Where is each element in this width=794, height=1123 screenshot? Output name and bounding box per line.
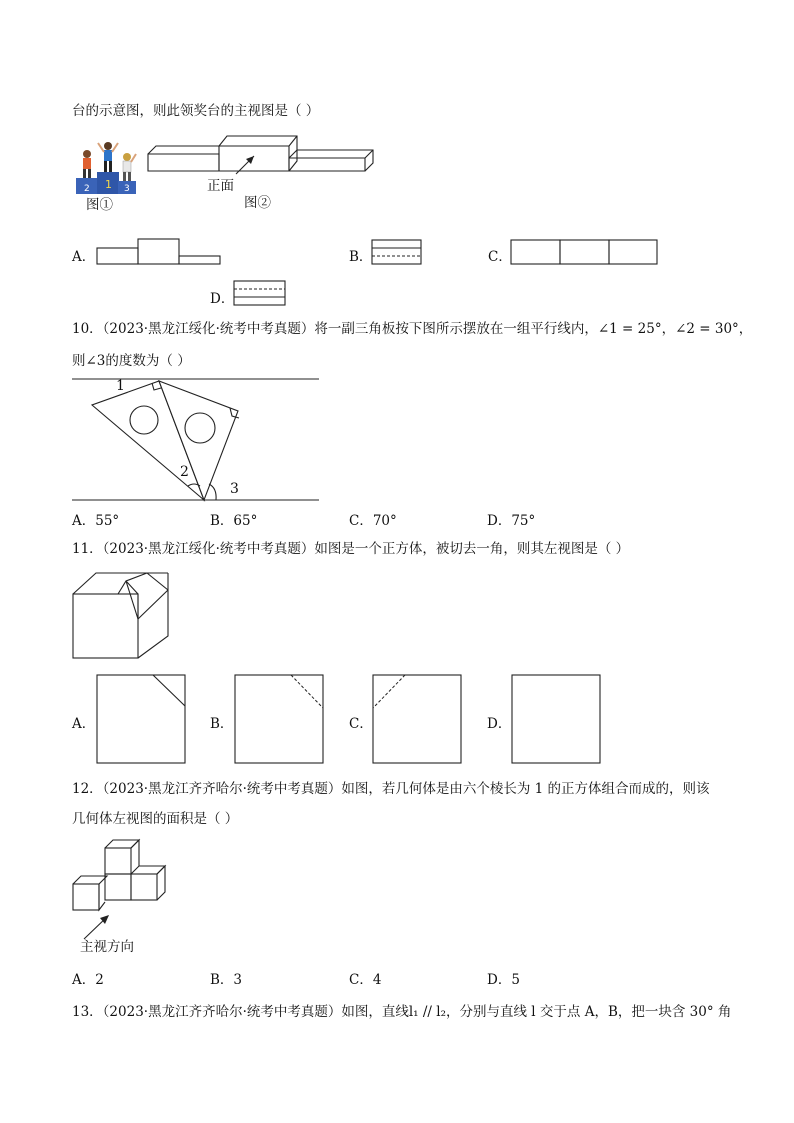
q9-stem-tail: 台的示意图，则此领奖台的主视图是（ ） xyxy=(72,103,320,119)
q9-option-d-label: D． xyxy=(210,291,235,307)
q11-option-b-figure[interactable] xyxy=(234,674,326,766)
q11-option-b-label: B． xyxy=(210,716,234,732)
q11-cut-cube-figure xyxy=(72,572,172,662)
q12-option-d[interactable]: D．5 xyxy=(487,972,520,988)
q12-cube-stack-figure xyxy=(72,836,168,936)
q10-option-b[interactable]: B．65° xyxy=(210,513,258,529)
q11-option-c-figure[interactable] xyxy=(372,674,464,766)
q11-option-c-label: C． xyxy=(349,716,373,732)
q9-figure-2-caption: 图② xyxy=(244,195,271,211)
q10-option-c[interactable]: C．70° xyxy=(349,513,397,529)
q11-option-a-label: A． xyxy=(72,716,96,732)
q9-option-c-label: C． xyxy=(488,249,512,265)
q12-option-a[interactable]: A．2 xyxy=(72,972,104,988)
q11-option-d-label: D． xyxy=(487,716,512,732)
q10-option-d[interactable]: D．75° xyxy=(487,513,536,529)
angle-2-label: 2 xyxy=(180,464,189,480)
q9-option-a-label: A． xyxy=(72,249,96,265)
q9-option-c-figure[interactable] xyxy=(510,239,660,266)
podium-number-2: 2 xyxy=(84,184,90,194)
q11-stem-line-1: 11．（2023·黑龙江绥化·统考中考真题）如图是一个正方体，被切去一角，则其左视图是（ ） xyxy=(72,541,630,557)
q9-figure-1-podium-illustration xyxy=(70,140,140,196)
q9-option-d-figure[interactable] xyxy=(233,280,287,307)
q10-stem-line-1: 10．（2023·黑龙江绥化·统考中考真题）将一副三角板按下图所示摆放在一组平行线内，∠1 = 25°，∠2 = 30°， xyxy=(72,321,753,337)
q12-stem-line-2: 几何体左视图的面积是（ ） xyxy=(72,811,239,827)
q10-option-a[interactable]: A．55° xyxy=(72,513,120,529)
q9-front-label: 正面 xyxy=(207,178,234,194)
podium-number-1: 1 xyxy=(105,178,112,191)
q12-direction-label: 主视方向 xyxy=(80,939,134,955)
q9-figure-2-podium-drawing xyxy=(146,134,378,176)
angle-1-label: 1 xyxy=(116,378,125,394)
q12-stem-line-1: 12．（2023·黑龙江齐齐哈尔·统考中考真题）如图，若几何体是由六个棱长为 1 的正方体组合而成的，则该 xyxy=(72,781,710,797)
q12-option-c[interactable]: C．4 xyxy=(349,972,382,988)
q10-triangle-boards-figure xyxy=(72,372,322,502)
q10-stem-line-2: 则∠3的度数为（ ） xyxy=(72,353,191,369)
q9-option-b-label: B． xyxy=(349,249,373,265)
q11-option-a-figure[interactable] xyxy=(96,674,188,766)
q9-option-b-figure[interactable] xyxy=(371,239,423,266)
q9-figure-1-caption: 图① xyxy=(86,197,113,213)
q11-option-d-figure[interactable] xyxy=(511,674,603,766)
angle-3-label: 3 xyxy=(230,481,239,497)
q12-option-b[interactable]: B．3 xyxy=(210,972,243,988)
podium-number-3: 3 xyxy=(124,184,130,194)
q9-option-a-figure[interactable] xyxy=(96,238,222,266)
q13-stem-line-1: 13．（2023·黑龙江齐齐哈尔·统考中考真题）如图，直线l₁ // l₂，分别与直线 l 交于点 A，B，把一块含 30° 角 xyxy=(72,1004,732,1020)
